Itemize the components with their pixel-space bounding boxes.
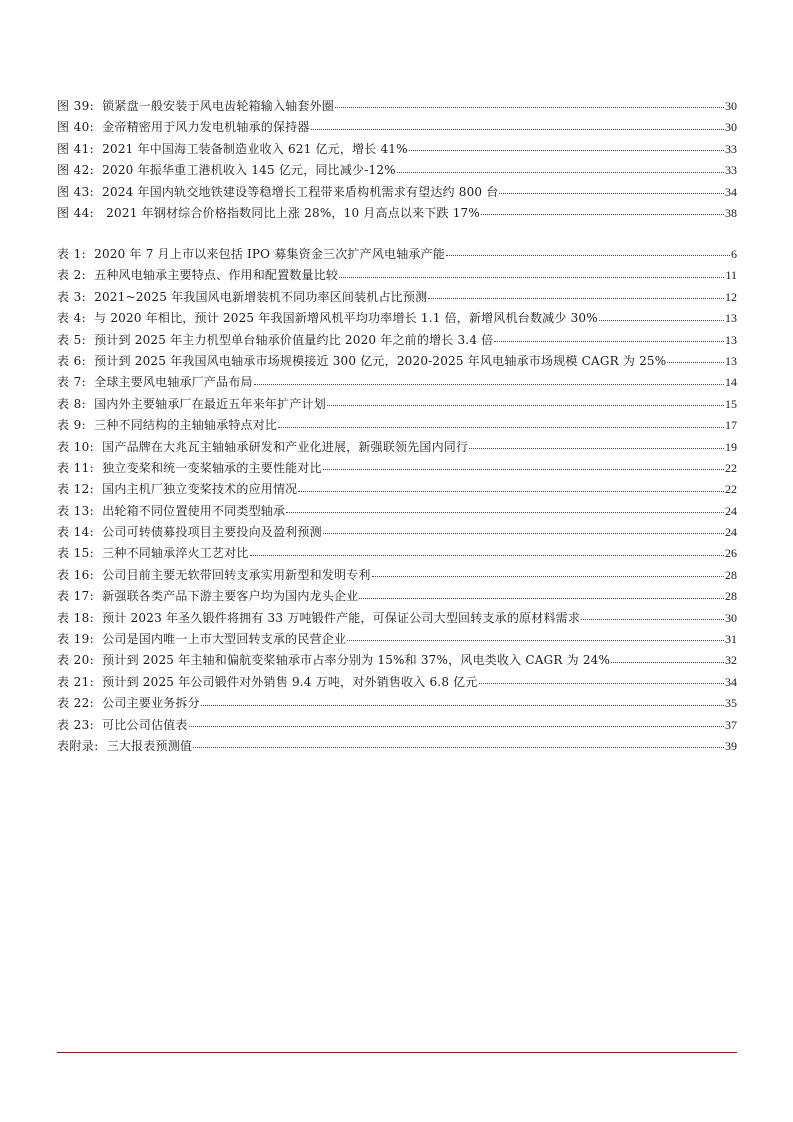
table-toc-entry[interactable] [57, 287, 737, 308]
dot-leader [446, 254, 730, 256]
toc-entry-label [57, 182, 498, 203]
dot-leader [494, 340, 724, 342]
toc-entry-page: 35 [725, 696, 737, 711]
toc-entry-page: 13 [725, 311, 737, 326]
figure-toc-entry[interactable] [57, 203, 737, 224]
toc-entry-number: 表 20: [57, 653, 95, 668]
toc-entry-number: 表 14: [57, 525, 95, 540]
figure-toc-entry[interactable] [57, 160, 737, 181]
table-toc-entry[interactable] [57, 736, 737, 757]
table-toc-entry[interactable] [57, 265, 737, 286]
toc-entry-label [57, 736, 192, 757]
toc-entry-label [57, 479, 297, 500]
toc-entry-page: 19 [725, 439, 737, 454]
dot-leader [323, 532, 724, 534]
figure-toc-entry[interactable] [57, 117, 737, 138]
toc-entry-number: 表 6: [57, 353, 87, 368]
figure-toc-entry[interactable] [57, 139, 737, 160]
toc-entry-title: 三种不同轴承淬火工艺对比 [102, 546, 249, 561]
dot-leader [397, 171, 724, 173]
dot-leader [581, 618, 724, 620]
toc-entry-number: 图 40: [57, 120, 95, 135]
dot-leader [469, 447, 724, 449]
toc-entry-title: 新强联各类产品下游主要客户均为国内龙头企业 [102, 589, 359, 604]
toc-entry-title: 金帝精密用于风力发电机轴承的保持器 [102, 120, 310, 135]
table-toc-entry[interactable] [57, 330, 737, 351]
toc-entry-page: 32 [725, 653, 737, 668]
toc-entry-label [57, 565, 371, 586]
toc-entry-label [57, 522, 322, 543]
toc-entry-title: 国内主机厂独立变桨技术的应用情况 [102, 482, 298, 497]
table-list [57, 244, 737, 757]
toc-entry-label [57, 139, 408, 160]
toc-entry-label [57, 287, 427, 308]
toc-entry-title: 2024 年国内轨交地铁建设等稳增长工程带来盾构机需求有望达约 800 台 [102, 184, 499, 199]
dot-leader [479, 682, 724, 684]
toc-entry-number: 图 41: [57, 141, 95, 156]
dot-leader [335, 106, 724, 108]
toc-entry-number: 表 15: [57, 546, 95, 561]
toc-entry-label [57, 308, 598, 329]
toc-entry-label [57, 608, 580, 629]
toc-entry-number: 表 12: [57, 482, 95, 497]
toc-entry-label [57, 265, 338, 286]
toc-entry-label [57, 543, 249, 564]
toc-entry-page: 6 [731, 247, 737, 261]
toc-entry-label [57, 160, 396, 181]
dot-leader [201, 704, 724, 706]
toc-entry-number: 表 18: [57, 610, 95, 625]
toc-entry-page: 30 [725, 610, 737, 625]
toc-entry-page: 24 [725, 503, 737, 518]
toc-entry-page: 39 [725, 738, 737, 753]
toc-entry-title: 预计到 2025 年主轴和偏航变桨轴承市占率分别为 15%和 37%，风电类收入 CAGR 为 24% [102, 653, 611, 668]
footer-rule [57, 1052, 737, 1053]
toc-entry-page: 14 [725, 375, 737, 390]
toc-entry-title: 与 2020 年相比，预计 2025 年我国新增风机平均功率增长 1.1 倍，新增风机台数减少 30% [94, 311, 598, 326]
table-toc-entry[interactable] [57, 372, 737, 393]
table-toc-entry[interactable] [57, 715, 737, 736]
toc-entry-page: 24 [725, 525, 737, 540]
table-toc-entry[interactable] [57, 629, 737, 650]
toc-entry-number: 表 21: [57, 674, 95, 689]
dot-leader [278, 426, 724, 428]
toc-entry-label [57, 244, 445, 265]
dot-leader [611, 661, 724, 663]
dot-leader [481, 213, 724, 215]
dot-leader [327, 404, 724, 406]
table-toc-entry[interactable] [57, 351, 737, 372]
dot-leader [347, 639, 724, 641]
toc-entry-label [57, 693, 200, 714]
toc-entry-label [57, 96, 334, 117]
toc-entry-number: 表 3: [57, 289, 87, 304]
toc-entry-label [57, 372, 253, 393]
toc-entry-page: 34 [725, 674, 737, 689]
dot-leader [193, 746, 724, 748]
toc-entry-title: 公司目前主要无软带回转支承实用新型和发明专利 [102, 567, 371, 582]
toc-entry-page: 34 [725, 184, 737, 199]
toc-entry-number: 表 5: [57, 332, 87, 347]
dot-leader [428, 297, 724, 299]
toc-entry-label [57, 672, 478, 693]
toc-entry-page: 38 [725, 205, 737, 220]
table-toc-entry[interactable] [57, 458, 737, 479]
toc-entry-number: 表 4: [57, 311, 87, 326]
dot-leader [250, 554, 724, 556]
toc-entry-title: 可比公司估值表 [102, 717, 188, 732]
table-toc-entry[interactable] [57, 586, 737, 607]
toc-entry-title: 全球主要风电轴承厂产品布局 [94, 375, 253, 390]
table-toc-entry[interactable] [57, 415, 737, 436]
toc-entry-label [57, 117, 310, 138]
toc-entry-page: 33 [725, 163, 737, 178]
table-toc-entry[interactable] [57, 244, 737, 265]
toc-entry-number: 表 1: [57, 247, 87, 261]
toc-entry-page: 15 [725, 396, 737, 411]
toc-entry-page: 12 [725, 289, 737, 304]
toc-entry-title: 2020 年 7 月上市以来包括 IPO 募集资金三次扩产风电轴承产能 [94, 247, 446, 261]
toc-entry-title: 国内外主要轴承厂在最近五年来年扩产计划 [94, 396, 326, 411]
toc-entry-title: 预计到 2025 年我国风电轴承市场规模接近 300 亿元，2020-2025 年风电轴承市场规模 CAGR 为 25% [94, 353, 667, 368]
toc-entry-number: 表 22: [57, 696, 95, 711]
dot-leader [372, 575, 724, 577]
dot-leader [499, 192, 724, 194]
dot-leader [286, 511, 724, 513]
dot-leader [254, 383, 724, 385]
toc-entry-title: 独立变桨和统一变桨轴承的主要性能对比 [102, 460, 322, 475]
toc-entry-label [57, 586, 358, 607]
toc-entry-title: 三大报表预测值 [106, 738, 193, 753]
dot-leader [667, 361, 724, 363]
toc-entry-number: 图 44: [57, 205, 95, 220]
toc-entry-page: 11 [725, 268, 737, 283]
toc-entry-title: 出轮箱不同位置使用不同类型轴承 [102, 503, 286, 518]
toc-entry-number: 表 19: [57, 632, 95, 647]
table-toc-entry[interactable] [57, 693, 737, 714]
toc-entry-number: 表 23: [57, 717, 95, 732]
dot-leader [323, 468, 724, 470]
figure-toc-entry[interactable] [57, 96, 737, 117]
toc-entry-title: 公司主要业务拆分 [102, 696, 200, 711]
table-toc-entry[interactable] [57, 672, 737, 693]
dot-leader [189, 725, 724, 727]
toc-entry-number: 图 39: [57, 99, 95, 113]
toc-entry-number: 表 11: [57, 460, 95, 475]
toc-entry-page: 26 [725, 546, 737, 561]
toc-entry-number: 图 42: [57, 163, 95, 178]
toc-entry-title: 三种不同结构的主轴轴承特点对比 [94, 418, 278, 433]
dot-leader [298, 490, 724, 492]
table-toc-entry[interactable] [57, 437, 737, 458]
toc-entry-title: 2021 年钢材综合价格指数同比上涨 28%，10 月高点以来下跌 17% [102, 205, 480, 220]
toc-entry-title: 2021 年中国海工装备制造业收入 621 亿元，增长 41% [102, 141, 408, 156]
table-toc-entry[interactable] [57, 522, 737, 543]
toc-entry-label [57, 458, 322, 479]
toc-entry-page: 22 [725, 482, 737, 497]
table-toc-entry[interactable] [57, 479, 737, 500]
toc-entry-page: 37 [725, 717, 737, 732]
toc-entry-label [57, 437, 468, 458]
table-toc-entry[interactable] [57, 501, 737, 522]
toc-entry-label [57, 415, 277, 436]
table-toc-entry[interactable] [57, 543, 737, 564]
toc-entry-page: 30 [725, 99, 737, 113]
toc-entry-number: 表 9: [57, 418, 87, 433]
toc-entry-page: 28 [725, 589, 737, 604]
toc-entry-title: 公司可转债募投项目主要投向及盈利预测 [102, 525, 322, 540]
toc-entry-number: 表 7: [57, 375, 87, 390]
toc-entry-title: 预计到 2025 年主力机型单台轴承价值量约比 2020 年之前的增长 3.4 倍 [94, 332, 494, 347]
toc-entry-number: 表 17: [57, 589, 95, 604]
toc-entry-page: 22 [725, 460, 737, 475]
toc-entry-title: 预计到 2025 年公司锻件对外销售 9.4 万吨，对外销售收入 6.8 亿元 [102, 674, 478, 689]
toc-entry-label [57, 203, 480, 224]
toc-entry-title: 预计 2023 年圣久锻件将拥有 33 万吨锻件产能，可保证公司大型回转支承的原材料需求 [102, 610, 581, 625]
table-toc-entry[interactable] [57, 308, 737, 329]
toc-entry-label [57, 715, 188, 736]
toc-entry-number: 表 2: [57, 268, 87, 283]
toc-entry-label [57, 629, 346, 650]
toc-entry-title: 锁紧盘一般安装于风电齿轮箱输入轴套外圈 [102, 99, 334, 113]
dot-leader [311, 128, 724, 130]
table-toc-entry[interactable] [57, 608, 737, 629]
toc-entry-label [57, 394, 326, 415]
toc-entry-label [57, 330, 493, 351]
dot-leader [359, 597, 724, 599]
figure-list [57, 96, 737, 224]
toc-entry-page: 17 [725, 418, 737, 433]
dot-leader [339, 276, 724, 278]
toc-entry-page: 28 [725, 567, 737, 582]
toc-entry-page: 30 [725, 120, 737, 135]
toc-entry-title: 公司是国内唯一上市大型回转支承的民营企业 [102, 632, 347, 647]
toc-entry-number: 表 8: [57, 396, 87, 411]
toc-entry-label [57, 650, 610, 671]
toc-entry-label [57, 351, 666, 372]
toc-entry-title: 国产品牌在大兆瓦主轴轴承研发和产业化进展，新强联领先国内同行 [102, 439, 469, 454]
toc-entry-title: 五种风电轴承主要特点、作用和配置数量比较 [94, 268, 339, 283]
table-toc-entry[interactable] [57, 650, 737, 671]
toc-entry-number: 表 16: [57, 567, 95, 582]
toc-entry-label [57, 501, 285, 522]
toc-entry-page: 13 [725, 332, 737, 347]
table-toc-entry[interactable] [57, 394, 737, 415]
toc-entry-number: 表 10: [57, 439, 95, 454]
toc-entry-number: 表附录: [57, 738, 99, 753]
toc-entry-number: 图 43: [57, 184, 95, 199]
figure-toc-entry[interactable] [57, 182, 737, 203]
dot-leader [409, 149, 724, 151]
table-toc-entry[interactable] [57, 565, 737, 586]
toc-entry-number: 表 13: [57, 503, 95, 518]
toc-entry-title: 2021~2025 年我国风电新增装机不同功率区间装机占比预测 [94, 289, 428, 304]
toc-entry-title: 2020 年振华重工港机收入 145 亿元，同比减少-12% [102, 163, 396, 178]
toc-entry-page: 31 [725, 632, 737, 647]
dot-leader [599, 319, 724, 321]
toc-entry-page: 13 [725, 353, 737, 368]
toc-entry-page: 33 [725, 141, 737, 156]
